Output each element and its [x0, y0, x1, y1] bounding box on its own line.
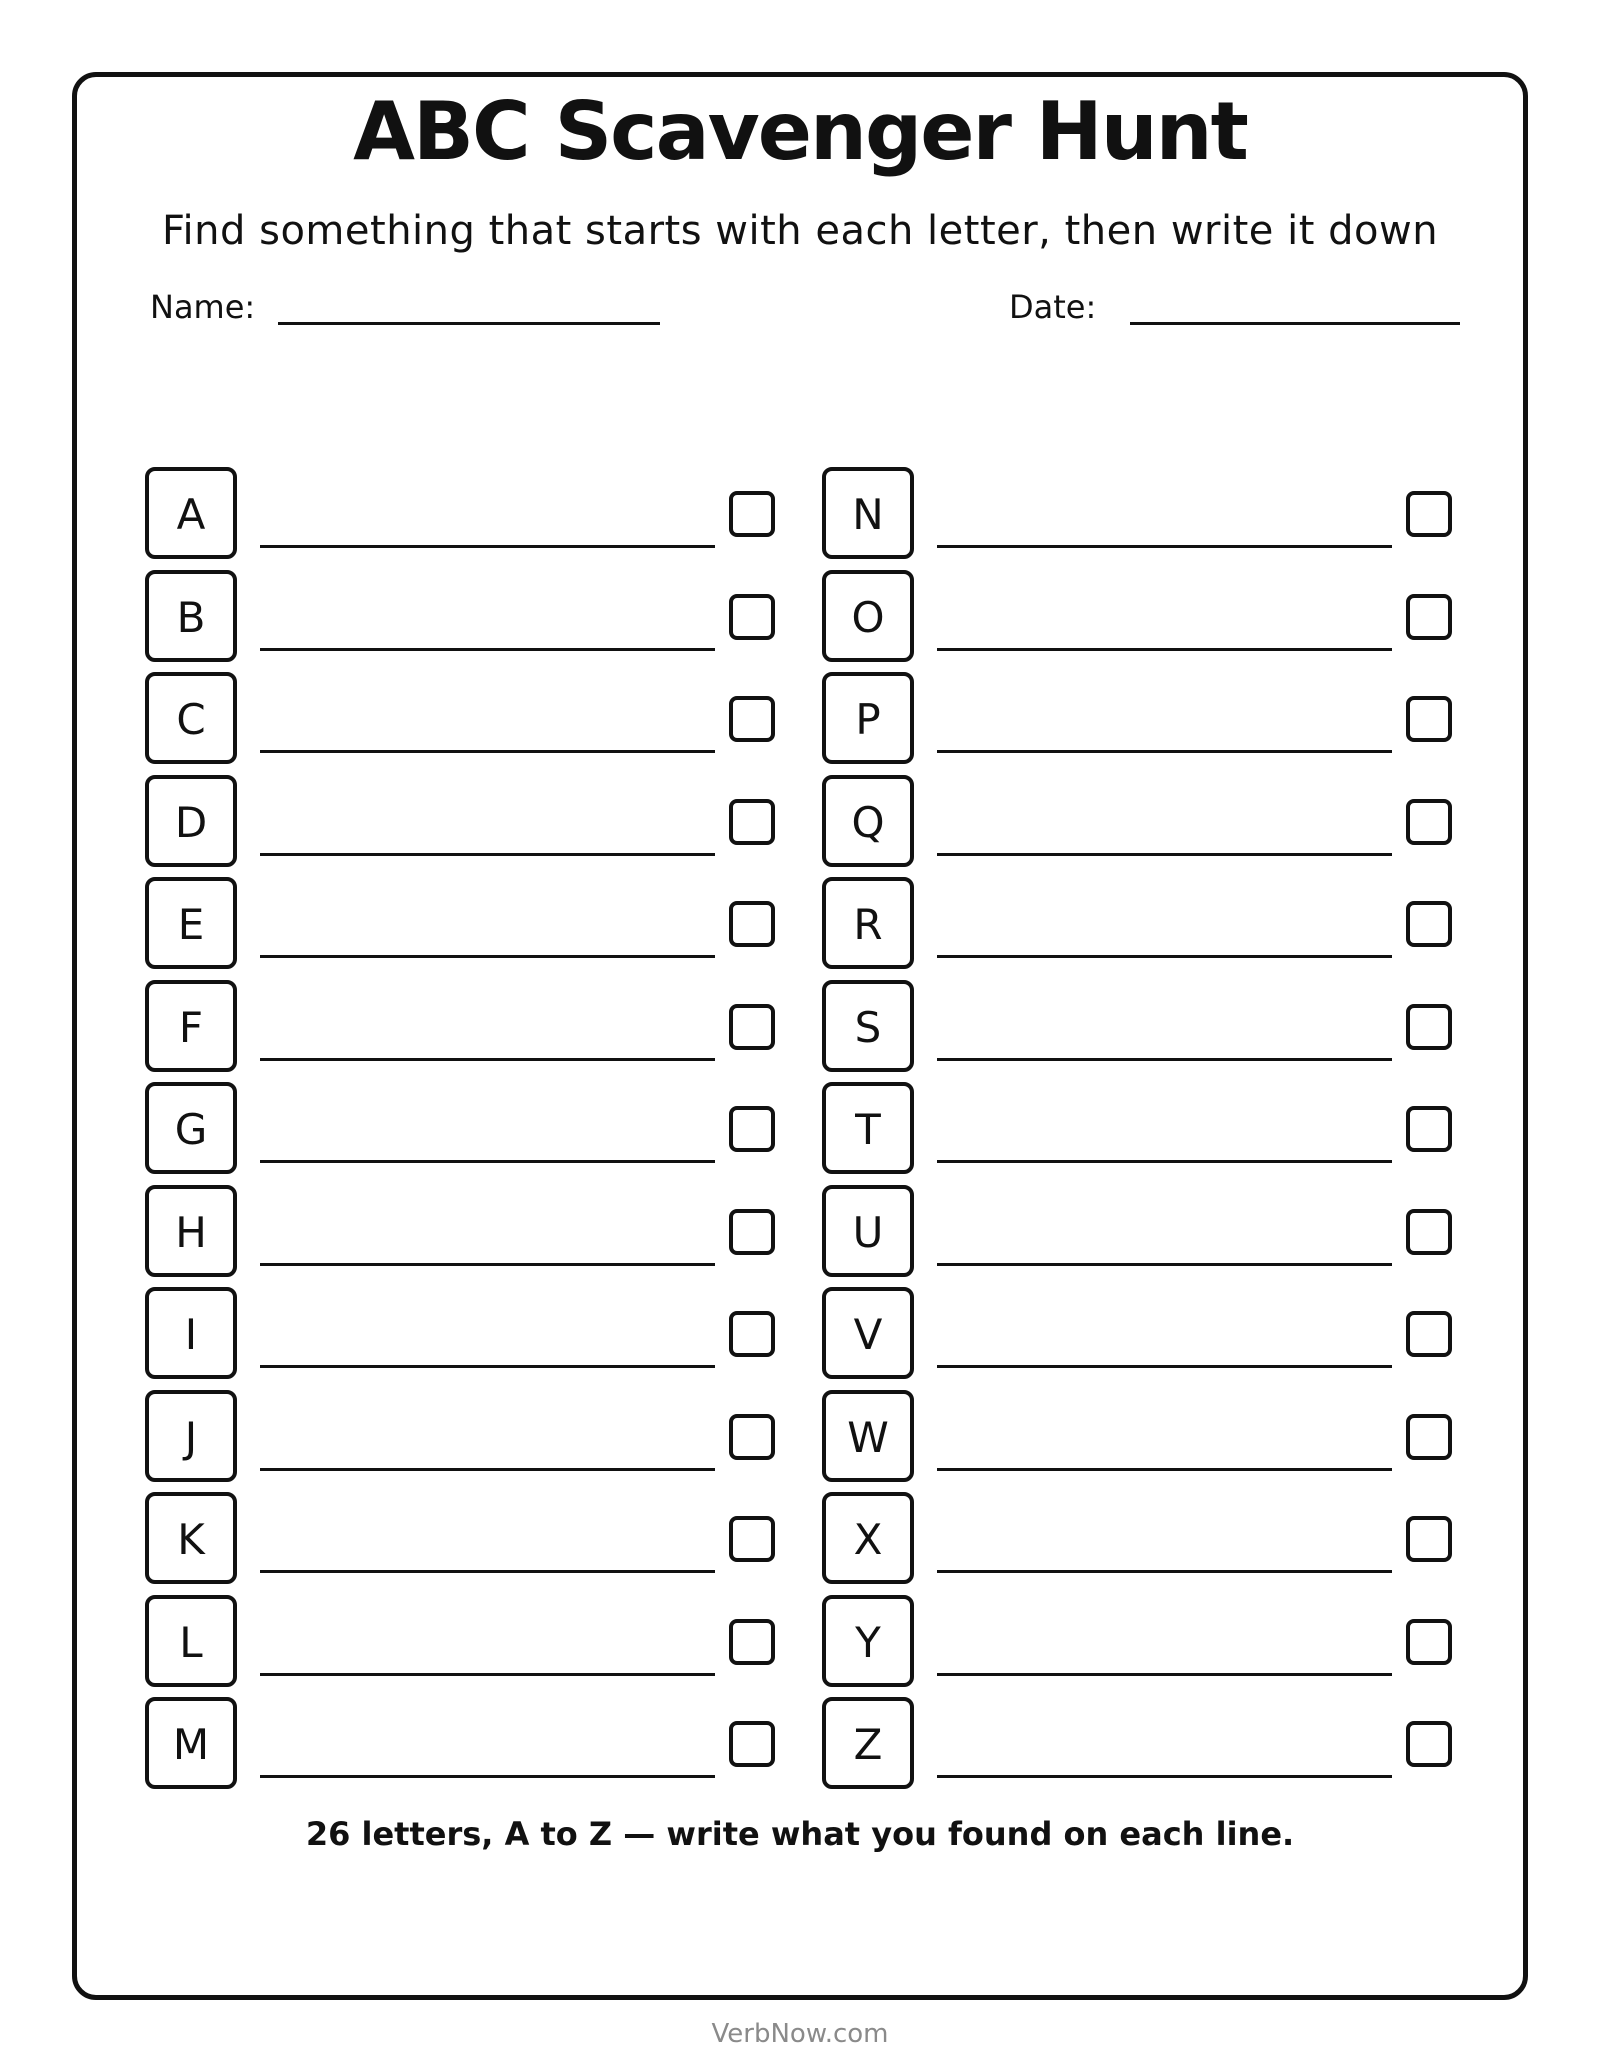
answer-line[interactable]	[937, 1468, 1392, 1471]
letter-row	[822, 672, 1462, 764]
letter-box: Z	[822, 1697, 914, 1789]
footer-note: 26 letters, A to Z — write what you found on each line.	[305, 1815, 1295, 1853]
found-checkbox[interactable]	[1406, 696, 1452, 742]
letter-row	[145, 775, 785, 867]
letter-box: U	[822, 1185, 914, 1277]
letter-box: T	[822, 1082, 914, 1174]
answer-line[interactable]	[937, 1058, 1392, 1061]
answer-line[interactable]	[260, 545, 715, 548]
letter-row	[822, 1287, 1462, 1379]
name-label: Name:	[150, 288, 256, 326]
answer-line[interactable]	[937, 1365, 1392, 1368]
letter-row	[822, 1595, 1462, 1687]
worksheet-instructions: Find something that starts with each letter, then write it down	[161, 208, 1439, 254]
letter-row	[145, 1492, 785, 1584]
answer-line[interactable]	[937, 955, 1392, 958]
date-line[interactable]	[1130, 322, 1460, 325]
letter-box: L	[145, 1595, 237, 1687]
found-checkbox[interactable]	[729, 1721, 775, 1767]
answer-line[interactable]	[937, 1160, 1392, 1163]
letter-row	[822, 980, 1462, 1072]
letter-box: E	[145, 877, 237, 969]
answer-line[interactable]	[260, 1263, 715, 1266]
found-checkbox[interactable]	[1406, 491, 1452, 537]
answer-line[interactable]	[260, 1673, 715, 1676]
found-checkbox[interactable]	[729, 1004, 775, 1050]
letter-row	[145, 980, 785, 1072]
letter-box: H	[145, 1185, 237, 1277]
found-checkbox[interactable]	[1406, 1311, 1452, 1357]
letter-row	[145, 672, 785, 764]
found-checkbox[interactable]	[1406, 1619, 1452, 1665]
found-checkbox[interactable]	[729, 1311, 775, 1357]
letter-row	[145, 1082, 785, 1174]
found-checkbox[interactable]	[729, 594, 775, 640]
date-label: Date:	[1009, 288, 1097, 326]
letter-box: Y	[822, 1595, 914, 1687]
letter-box: W	[822, 1390, 914, 1482]
found-checkbox[interactable]	[1406, 901, 1452, 947]
answer-line[interactable]	[937, 545, 1392, 548]
letter-box: K	[145, 1492, 237, 1584]
letter-box: S	[822, 980, 914, 1072]
found-checkbox[interactable]	[1406, 1004, 1452, 1050]
answer-line[interactable]	[937, 750, 1392, 753]
letter-row	[822, 877, 1462, 969]
letter-box: R	[822, 877, 914, 969]
letter-row	[822, 467, 1462, 559]
found-checkbox[interactable]	[729, 491, 775, 537]
letter-box: F	[145, 980, 237, 1072]
letter-row	[145, 570, 785, 662]
found-checkbox[interactable]	[1406, 594, 1452, 640]
letter-row	[145, 1185, 785, 1277]
worksheet-title: ABC Scavenger Hunt	[353, 85, 1247, 178]
answer-line[interactable]	[260, 648, 715, 651]
letter-box: C	[145, 672, 237, 764]
letter-row	[822, 1185, 1462, 1277]
letter-box: X	[822, 1492, 914, 1584]
answer-line[interactable]	[260, 750, 715, 753]
answer-line[interactable]	[260, 1365, 715, 1368]
letter-row	[822, 1697, 1462, 1789]
found-checkbox[interactable]	[1406, 1106, 1452, 1152]
found-checkbox[interactable]	[1406, 1721, 1452, 1767]
letter-box: N	[822, 467, 914, 559]
found-checkbox[interactable]	[729, 696, 775, 742]
letter-box: A	[145, 467, 237, 559]
found-checkbox[interactable]	[729, 901, 775, 947]
answer-line[interactable]	[260, 1775, 715, 1778]
letter-row	[145, 467, 785, 559]
letter-row	[822, 1082, 1462, 1174]
answer-line[interactable]	[937, 853, 1392, 856]
found-checkbox[interactable]	[1406, 1414, 1452, 1460]
answer-line[interactable]	[937, 1775, 1392, 1778]
found-checkbox[interactable]	[729, 1209, 775, 1255]
found-checkbox[interactable]	[1406, 799, 1452, 845]
letter-row	[145, 877, 785, 969]
letter-box: Q	[822, 775, 914, 867]
found-checkbox[interactable]	[1406, 1516, 1452, 1562]
found-checkbox[interactable]	[729, 1106, 775, 1152]
answer-line[interactable]	[937, 1673, 1392, 1676]
letter-row	[145, 1287, 785, 1379]
letter-row	[822, 1492, 1462, 1584]
answer-line[interactable]	[260, 853, 715, 856]
answer-line[interactable]	[937, 648, 1392, 651]
letter-box: B	[145, 570, 237, 662]
found-checkbox[interactable]	[729, 1516, 775, 1562]
letter-row	[145, 1697, 785, 1789]
letter-row	[145, 1595, 785, 1687]
found-checkbox[interactable]	[729, 1414, 775, 1460]
letter-box: G	[145, 1082, 237, 1174]
letter-box: P	[822, 672, 914, 764]
answer-line[interactable]	[260, 1058, 715, 1061]
letter-box: O	[822, 570, 914, 662]
letter-box: D	[145, 775, 237, 867]
found-checkbox[interactable]	[729, 1619, 775, 1665]
answer-line[interactable]	[260, 1160, 715, 1163]
letter-box: M	[145, 1697, 237, 1789]
answer-line[interactable]	[260, 1570, 715, 1573]
found-checkbox[interactable]	[729, 799, 775, 845]
letter-row	[145, 1390, 785, 1482]
letter-row	[822, 1390, 1462, 1482]
answer-line[interactable]	[260, 1468, 715, 1471]
name-line[interactable]	[278, 322, 660, 325]
found-checkbox[interactable]	[1406, 1209, 1452, 1255]
answer-line[interactable]	[937, 1570, 1392, 1573]
site-credit: VerbNow.com	[711, 2019, 889, 2049]
answer-line[interactable]	[260, 955, 715, 958]
letter-row	[822, 775, 1462, 867]
letter-box: V	[822, 1287, 914, 1379]
answer-line[interactable]	[937, 1263, 1392, 1266]
letter-box: J	[145, 1390, 237, 1482]
letter-row	[822, 570, 1462, 662]
letter-box: I	[145, 1287, 237, 1379]
